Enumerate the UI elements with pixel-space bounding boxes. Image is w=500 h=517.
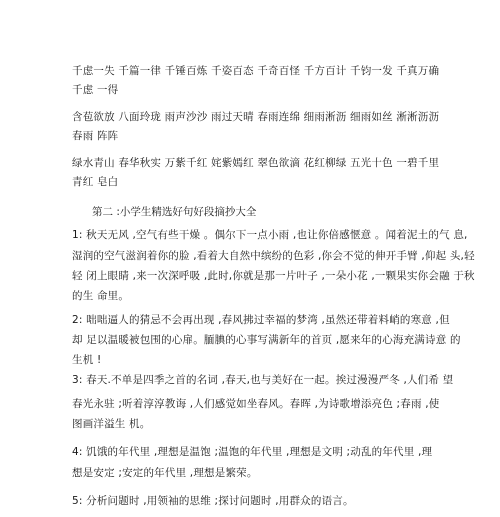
- text-line: 千虑一失 千篇一律 千锤百炼 千姿百态 千奇百怪 千方百计 千钧一发 千真万确: [72, 65, 440, 77]
- text-line: 青红 皂白: [72, 176, 119, 188]
- idiom-group-1: [72, 64, 440, 97]
- text-line: 春光永驻 ;听着淳淳教诲 ,人们感觉如坐春风。春晖 ,为诗歌增添亮色 ;春雨 ,使: [72, 398, 440, 410]
- text-line: 4: 饥饿的年代里 ,理想是温饱 ;温饱的年代里 ,理想是文明 ;动乱的年代里 ,理: [72, 446, 433, 458]
- text-line: 生机 !: [72, 354, 102, 366]
- entry-5: [72, 494, 432, 508]
- text-line: 5: 分析问题时 ,用领袖的思维 ;探讨问题时 ,用群众的语言。: [72, 495, 354, 507]
- entry-2: [72, 313, 461, 367]
- text-line: 1: 秋天无风 ,空气有些干燥 。偶尔下一点小雨 ,也让你倍感惬意 。闻着泥土的气 息,: [72, 229, 468, 241]
- text-line: 轻 闭上眼睛 ,来一次深呼吸 ,此时,你就是那一片叶子 ,一朵小花 ,一颗果实你会融 于秋: [72, 270, 475, 282]
- text-line: 却 足以温暖被包围的心扉。腼腆的心事写满新年的首页 ,愿来年的心海充满诗意 的: [72, 334, 461, 346]
- text-line: 的生 命里。: [72, 290, 130, 302]
- idiom-group-3: [72, 156, 440, 189]
- text-line: 想是安定 ;安定的年代里 ,理想是繁荣。: [72, 467, 258, 479]
- text-line: 图画洋溢生 机。: [72, 418, 151, 430]
- text-line: 绿水青山 春华秋实 万紫千红 姹紫嫣红 翠色欲滴 花红柳绿 五光十色 一碧千里: [72, 157, 440, 169]
- text-line: 湿润的空气滋润着你的脸 ,看着大自然中缤纷的色彩 ,你会不觉的伸开手臂 ,仰起 头,轻: [72, 250, 475, 262]
- text-line: 千虑 一得: [72, 84, 119, 96]
- section-title: 第二 :小学生精选好句好段摘抄大全: [92, 206, 257, 218]
- entry-3: [72, 373, 454, 431]
- entry-4: [72, 445, 432, 480]
- entry-1: [72, 228, 475, 303]
- text-line: 春雨 阵阵: [72, 130, 119, 142]
- text-line: 含苞欲放 八面玲珑 雨声沙沙 雨过天晴 春雨连绵 细雨淅沥 细雨如丝 淅淅沥沥: [72, 111, 440, 123]
- idiom-group-2: [72, 110, 440, 143]
- text-line: 3: 春天.不单是四季之首的名词 ,春天,也与美好在一起。挨过漫漫严冬 ,人们希 望: [72, 374, 454, 386]
- text-line: 2: 咄咄逼人的猜忌不会再出现 ,春风拂过幸福的梦湾 ,虽然还带着料峭的寒意 ,但: [72, 314, 450, 326]
